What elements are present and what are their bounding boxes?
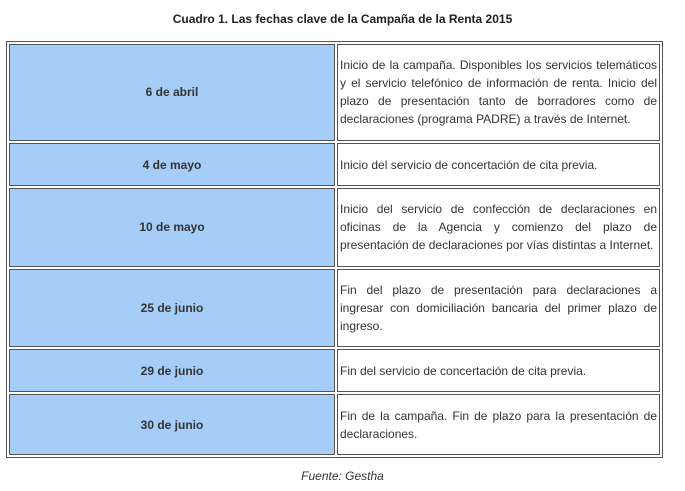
date-cell: 25 de junio <box>9 269 335 347</box>
table-row <box>9 269 660 347</box>
table-row <box>9 394 660 455</box>
table-row <box>9 349 660 392</box>
date-cell: 6 de abril <box>9 44 335 141</box>
table-row <box>9 44 660 141</box>
date-cell: 29 de junio <box>9 349 335 392</box>
table-caption: Cuadro 1. Las fechas clave de la Campaña de la Renta 2015 <box>172 12 513 26</box>
table-row <box>9 143 660 186</box>
date-cell: 30 de junio <box>9 394 335 455</box>
description-cell: Inicio de la campaña. Disponibles los servicios telemáticos y el servicio telefónico de información de renta. Inicio del plazo de presentación tanto de borradores como de declaraciones (programa PADRE) a través de Internet. <box>337 44 660 141</box>
description-cell: Inicio del servicio de confección de declaraciones en oficinas de la Agencia y comienzo del plazo de presentación de declaraciones por vías distintas a Internet. <box>337 188 660 266</box>
date-cell: 10 de mayo <box>9 188 335 266</box>
source-note: Fuente: Gestha <box>301 469 384 483</box>
table-row <box>9 188 660 266</box>
description-cell: Fin del plazo de presentación para declaraciones a ingresar con domiciliación bancaria del primer plazo de ingreso. <box>337 269 660 347</box>
description-cell: Fin de la campaña. Fin de plazo para la presentación de declaraciones. <box>337 394 660 455</box>
key-dates-table <box>6 41 663 458</box>
description-cell: Inicio del servicio de concertación de cita previa. <box>337 143 660 186</box>
date-cell: 4 de mayo <box>9 143 335 186</box>
description-cell: Fin del servicio de concertación de cita previa. <box>337 349 660 392</box>
